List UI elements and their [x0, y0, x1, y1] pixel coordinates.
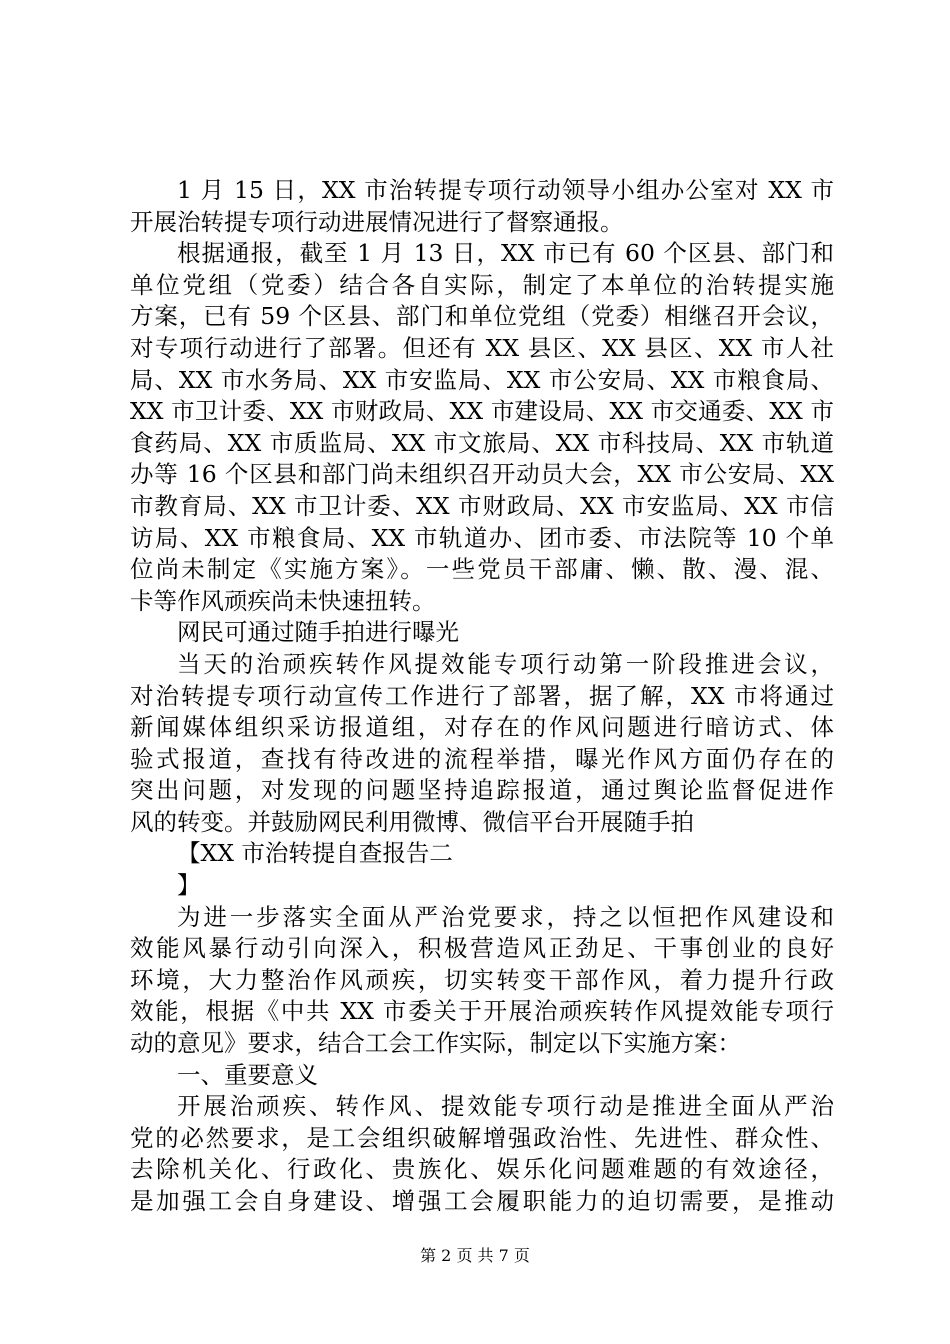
- page-number-footer: 第 2 页 共 7 页: [420, 1246, 530, 1265]
- paragraph-line: 为进一步落实全面从严治党要求，持之以恒把作风建设和: [177, 902, 834, 931]
- paragraph-line: 市教育局、XX 市卫计委、XX 市财政局、XX 市安监局、XX 市信: [130, 491, 834, 520]
- paragraph-line: 对专项行动进行了部署。但还有 XX 县区、XX 县区、XX 市人社: [130, 333, 834, 362]
- paragraph-line: 对治转提专项行动宣传工作进行了部署，据了解，XX 市将通过: [130, 681, 834, 710]
- paragraph-line: 突出问题，对发现的问题坚持追踪报道，通过舆论监督促进作: [130, 776, 834, 805]
- paragraph-line: XX 市卫计委、XX 市财政局、XX 市建设局、XX 市交通委、XX 市: [130, 397, 834, 426]
- paragraph-line: 1 月 15 日，XX 市治转提专项行动领导小组办公室对 XX 市: [177, 176, 834, 204]
- section-heading: 一、重要意义: [177, 1060, 318, 1089]
- paragraph-line: 开展治顽疾、转作风、提效能专项行动是推进全面从严治: [177, 1092, 834, 1121]
- paragraph-line: 去除机关化、行政化、贵族化、娱乐化问题难题的有效途径，: [130, 1155, 834, 1184]
- paragraph-line: 食药局、XX 市质监局、XX 市文旅局、XX 市科技局、XX 市轨道: [130, 428, 834, 457]
- paragraph-line: 验式报道，查找有待改进的流程举措，曝光作风方面仍存在的: [130, 744, 834, 773]
- paragraph-line: 位尚未制定《实施方案》。一些党员干部庸、懒、散、漫、混、: [130, 555, 834, 584]
- paragraph-line: 访局、XX 市粮食局、XX 市轨道办、团市委、市法院等 10 个单: [130, 523, 834, 552]
- paragraph-line: 环境，大力整治作风顽疾，切实转变干部作风，着力提升行政: [130, 965, 834, 994]
- paragraph-line: 当天的治顽疾转作风提效能专项行动第一阶段推进会议，: [177, 649, 834, 678]
- paragraph-line: 方案，已有 59 个区县、部门和单位党组（党委）相继召开会议，: [130, 302, 834, 331]
- section-heading: 网民可通过随手拍进行曝光: [177, 618, 459, 647]
- paragraph-line: 开展治转提专项行动进展情况进行了督察通报。: [130, 207, 624, 236]
- paragraph-line: 动的意见》要求，结合工会工作实际，制定以下实施方案：: [130, 1029, 741, 1058]
- document-body: [130, 175, 834, 1218]
- paragraph-line: 根据通报，截至 1 月 13 日，XX 市已有 60 个区县、部门和: [177, 239, 834, 268]
- paragraph-line: 局、XX 市水务局、XX 市安监局、XX 市公安局、XX 市粮食局、: [130, 365, 834, 394]
- paragraph-line: 风的转变。并鼓励网民利用微博、微信平台开展随手拍: [130, 807, 694, 836]
- paragraph-line: 党的必然要求，是工会组织破解增强政治性、先进性、群众性、: [130, 1123, 834, 1152]
- paragraph-line: 办等 16 个区县和部门尚未组织召开动员大会，XX 市公安局、XX: [130, 460, 834, 489]
- paragraph-line: 新闻媒体组织采访报道组，对存在的作风问题进行暗访式、体: [130, 713, 834, 742]
- paragraph-line: 效能风暴行动引向深入，积极营造风正劲足、干事创业的良好: [130, 934, 834, 963]
- report-title: 【XX 市治转提自查报告二: [177, 839, 453, 868]
- paragraph-line: 单位党组（党委）结合各自实际，制定了本单位的治转提实施: [130, 270, 834, 299]
- report-title-bracket: 】: [177, 871, 201, 900]
- paragraph-line: 是加强工会自身建设、增强工会履职能力的迫切需要，是推动: [130, 1187, 834, 1215]
- paragraph-line: 效能，根据《中共 XX 市委关于开展治顽疾转作风提效能专项行: [130, 997, 834, 1026]
- paragraph-line: 卡等作风顽疾尚未快速扭转。: [130, 586, 436, 615]
